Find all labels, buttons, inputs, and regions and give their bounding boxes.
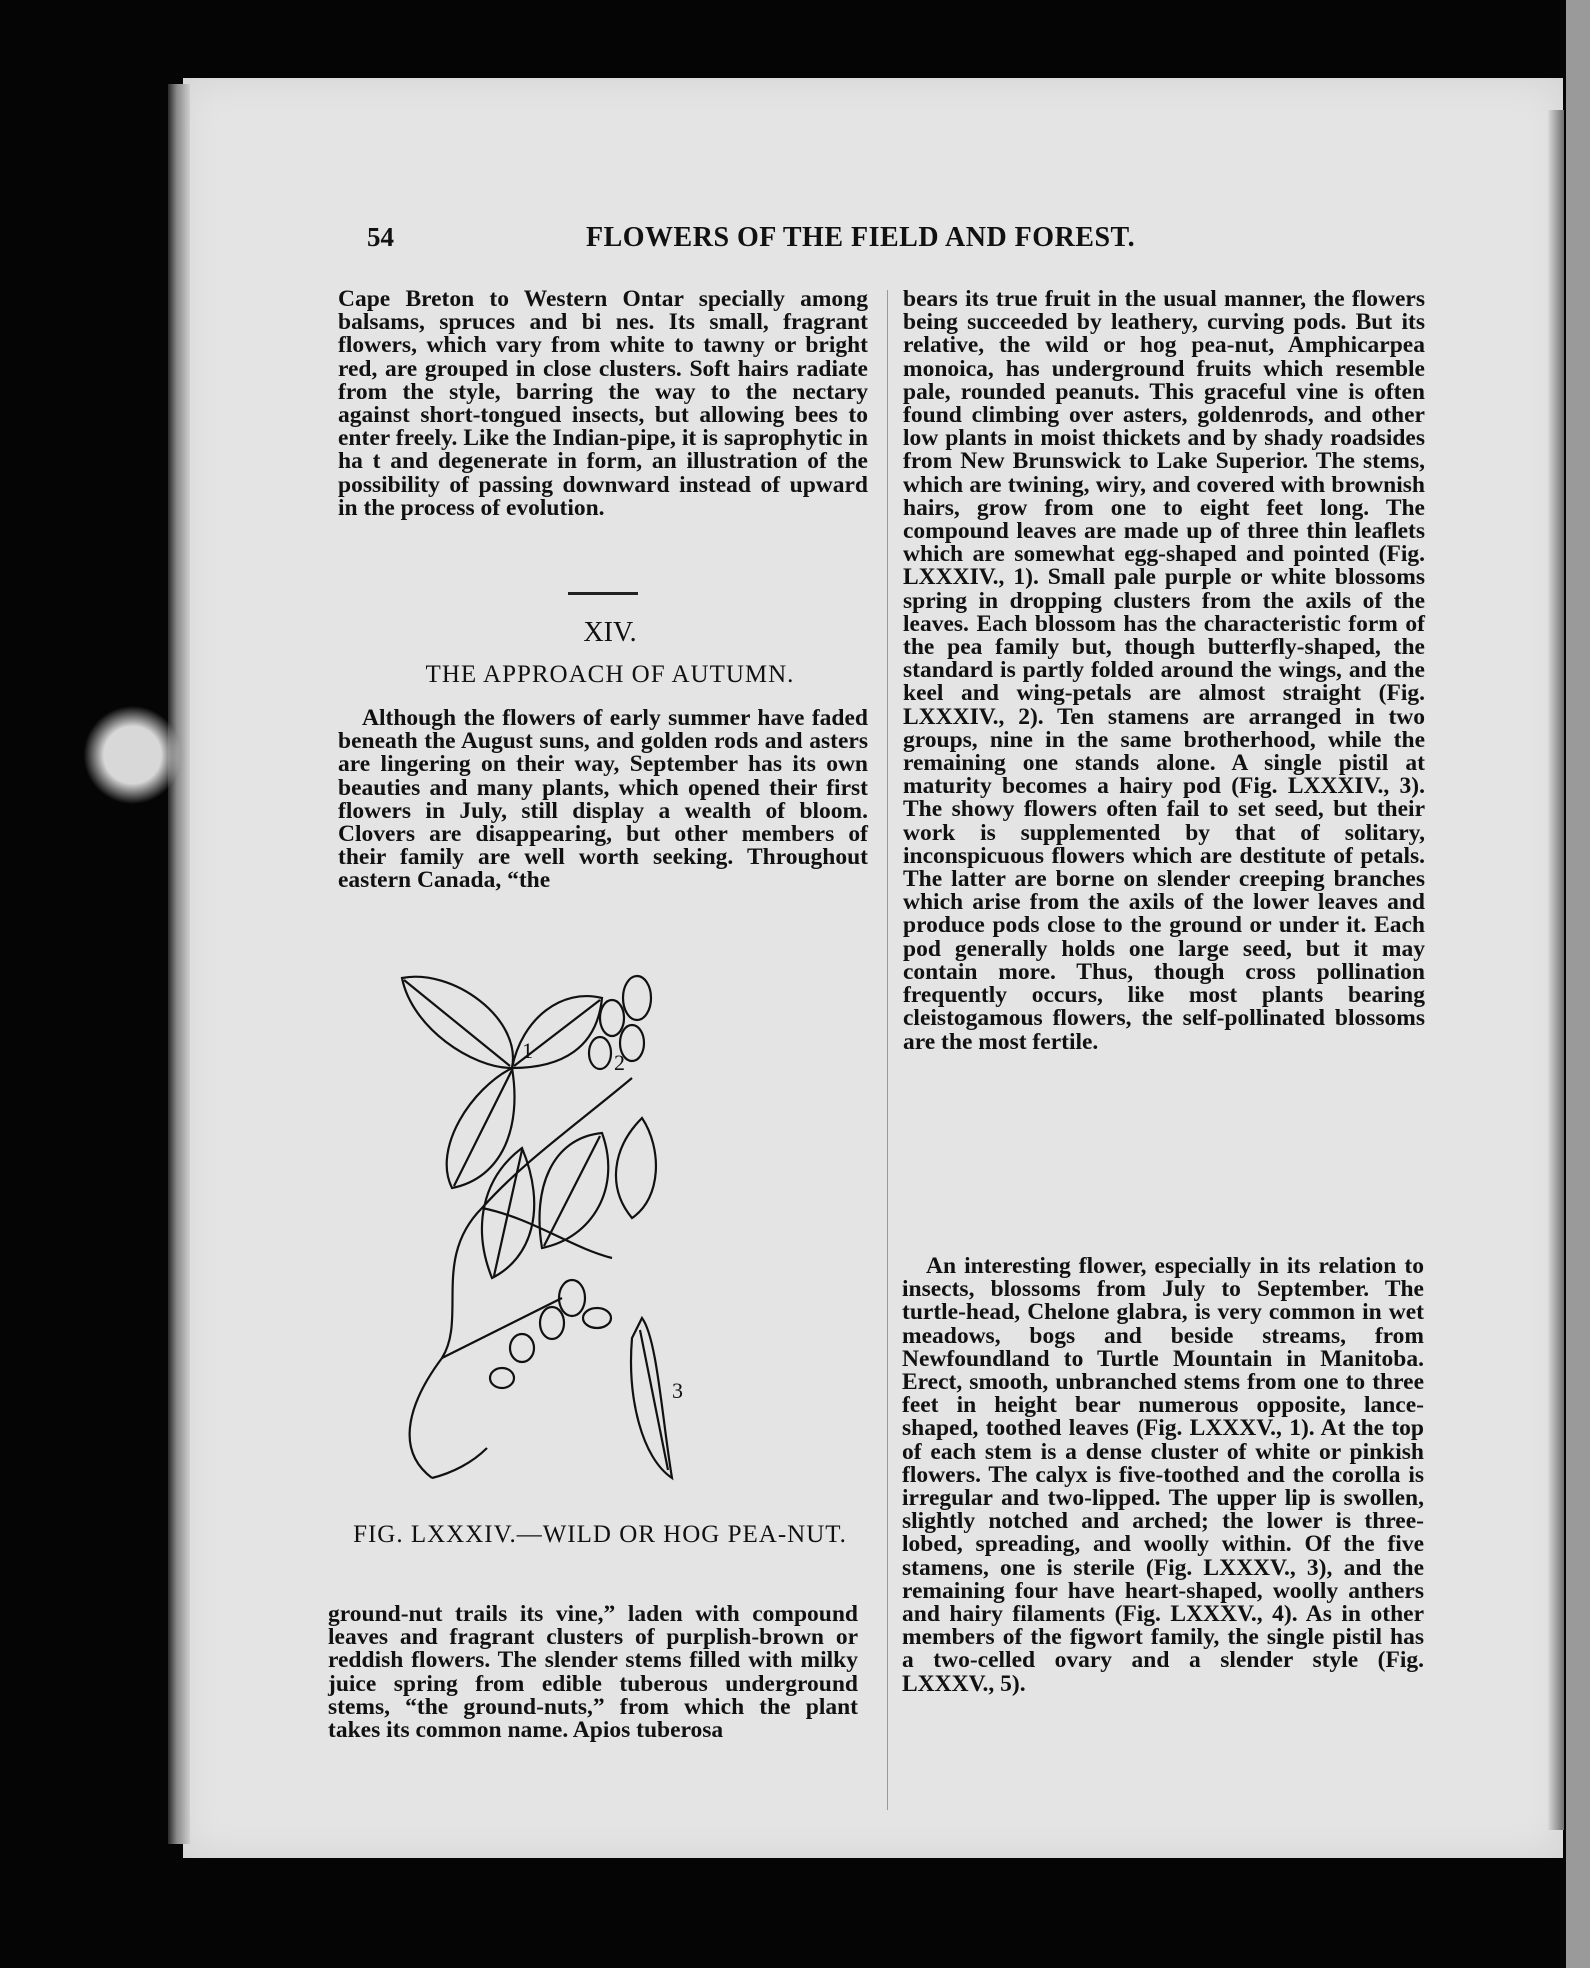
running-head-title: FLOWERS OF THE FIELD AND FOREST. xyxy=(586,222,1136,253)
section-number: XIV. xyxy=(583,617,637,648)
paragraph-turtle-head: An interesting flower, especially in its relation to insects, blossoms from July to September. The turtle-head, Chelone glabra, is very common in wet meadows, bogs and beside streams, from Newfoundland to Turtle Mountain in Manitoba. Erect, smooth, unbranched stems from one to three feet in height bear numerous opposite, lance-shaped, toothed leaves (Fig. LXXXV., 1). At the top of each stem is a dense cluster of white or pinkish flowers. The calyx is five-toothed and the corolla is irregular and two-lipped. The upper lip is swollen, slightly notched and arched; the lower is three-lobed, spreading, and woolly within. Of the five stamens, one is sterile (Fig. LXXXV., 3), and the remaining four have heart-shaped, woolly anthers and hairy filaments (Fig. LXXXV., 4). As in other members of the figwort family, the single pistil has a two-celled ovary and a slender style (Fig. LXXXV., 5). xyxy=(902,1253,1424,1697)
left-column-top xyxy=(338,288,868,520)
page-right-edge xyxy=(1548,110,1564,1830)
scan-background-strip xyxy=(1566,0,1590,1968)
page-binding-edge xyxy=(168,84,190,1844)
figure-label-2: 2 xyxy=(614,1050,625,1075)
figure-label-3: 3 xyxy=(672,1378,683,1403)
hog-peanut-illustration xyxy=(372,958,792,1508)
paragraph-approach-of-autumn: Although the flowers of early summer have faded beneath the August suns, and golden rods and asters are lingering on their way, September has its own beauties and many plants, which opened their first flowers in July, still display a wealth of bloom. Clovers are disappearing, but other members of their family are well worth seeking. Throughout eastern Canada, “the xyxy=(338,705,868,894)
paragraph-continuation: Cape Breton to Western Ontar specially among balsams, spruces and bi nes. Its small, fragrant flowers, which vary from white to tawny or bright red, are grouped in close clusters. Soft hairs radiate from the style, barring the way to the nectary against short-tongued insects, but allowing bees to enter freely. Like the Indian-pipe, it is saprophytic in ha t and degenerate in form, an illustration of the possibility of passing downward instead of upward in the process of evolution. xyxy=(338,286,868,521)
column-rule xyxy=(887,290,888,1810)
left-column-bottom xyxy=(328,1603,858,1742)
section-title: THE APPROACH OF AUTUMN. xyxy=(425,661,795,688)
page-number: 54 xyxy=(367,222,394,252)
paragraph-ground-nut: ground-nut trails its vine,” laden with compound leaves and fragrant clusters of purplish-brown or reddish flowers. The slender stems filled with milky juice spring from edible tuberous underground stems, “the ground-nuts,” from which the plant takes its common name. Apios tuberosa xyxy=(328,1601,858,1744)
left-column-section xyxy=(338,707,868,893)
figure-label-1: 1 xyxy=(522,1038,533,1063)
section-divider xyxy=(568,592,638,595)
paragraph-hog-peanut: bears its true fruit in the usual manner, the flowers being succeeded by leathery, curving pods. But its relative, the wild or hog pea-nut, Amphicarpea monoica, has underground fruits which resemble pale, rounded peanuts. This graceful vine is often found climbing over asters, goldenrods, and other low plants in moist thickets and by shady roadsides from New Brunswick to Lake Superior. The stems, which are twining, wiry, and covered with brownish hairs, grow from one to eight feet long. The compound leaves are made up of three thin leaflets which are somewhat egg-shaped and pointed (Fig. LXXXIV., 1). Small pale purple or white blossoms spring in dropping clusters from the axils of the leaves. Each blossom has the characteristic form of the pea family but, though butterfly-shaped, the standard is partly folded around the wings, and the keel and wing-petals are almost straight (Fig. LXXXIV., 2). Ten stamens are arranged in two groups, nine in the same brotherhood, while the remaining one stands alone. A single pistil at maturity becomes a hairy pod (Fig. LXXXIV., 3). The showy flowers often fail to set seed, but their work is supplemented by that of solitary, inconspicuous flowers which are destitute of petals. The latter are borne on slender creeping branches which arise from the axils of the lower leaves and produce pods close to the ground or under it. Each pod generally holds one large seed, but it may contain more. Thus, though cross pollination frequently occurs, like most plants bearing cleistogamous flowers, the self-pollinated blossoms are the most fertile. xyxy=(903,286,1425,1055)
right-column-top xyxy=(903,288,1425,1054)
figure-caption: FIG. LXXXIV.—WILD OR HOG PEA-NUT. xyxy=(353,1521,847,1548)
right-column-bottom xyxy=(902,1255,1424,1696)
torn-margin-mark xyxy=(72,700,182,810)
